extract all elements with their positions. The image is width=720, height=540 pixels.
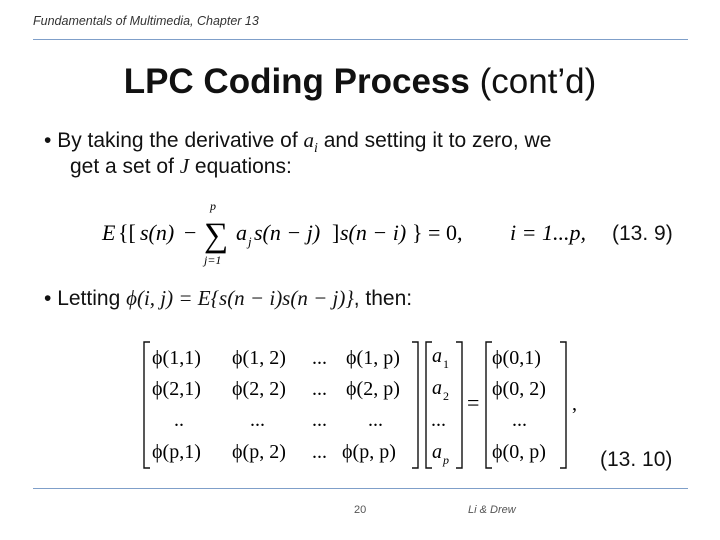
phi-definition: (i, j) = E{s(n − i)s(n − j)}	[136, 286, 354, 310]
matrix-cell: ...	[250, 409, 265, 431]
eq-s-ni: s(n − i)	[340, 220, 407, 245]
rhs-entry: ϕ(0, 2)	[492, 378, 546, 400]
avec-entry: a	[432, 441, 442, 463]
rhs-entry: ϕ(0,1)	[492, 347, 541, 369]
avec-entry: a	[432, 345, 442, 367]
avec-entry: ...	[431, 409, 446, 431]
bullet-derivative-line2	[70, 154, 292, 179]
bullet-marker: •	[44, 129, 52, 152]
footer-authors: Li & Drew	[468, 504, 516, 516]
bullet-text-1: By taking the derivative of	[57, 129, 304, 152]
matrix-cell: ...	[312, 347, 327, 369]
matrix-cell: ϕ(1, 2)	[232, 347, 286, 369]
footer-rule	[33, 488, 688, 489]
eq-range: i = 1...p,	[510, 220, 586, 245]
sum-lower: j=1	[204, 253, 222, 267]
slide-title	[0, 62, 720, 102]
eq-brace: {[	[118, 220, 136, 245]
avec-sub: p	[443, 453, 449, 467]
rhs-right-bracket	[560, 342, 566, 468]
page-number: 20	[354, 504, 367, 516]
bullet-text-4: equations:	[189, 155, 292, 178]
var-a-sub: i	[314, 141, 318, 157]
avec-sub: 2	[443, 389, 449, 403]
bullet-text-then: , then:	[353, 287, 413, 310]
equation-13-9	[100, 198, 700, 270]
matrix-cell: ϕ(p, p)	[342, 441, 396, 463]
bullet-marker-2: •	[44, 287, 52, 310]
matrix-cell: ...	[312, 441, 327, 463]
matrix-equation	[140, 338, 590, 472]
eq-end: } = 0,	[412, 220, 463, 245]
matrix-cell: ...	[312, 378, 327, 400]
bullet-text-letting: Letting	[57, 287, 127, 310]
eq-minus: −	[184, 220, 197, 245]
eq-E: E	[102, 220, 116, 245]
course-header: Fundamentals of Multimedia, Chapter 13	[33, 14, 259, 28]
matrix-left-bracket	[144, 342, 150, 468]
eq-number-13-9: (13. 9)	[612, 222, 673, 245]
matrix-right-bracket	[412, 342, 418, 468]
avec-right-bracket	[456, 342, 462, 468]
eq-bracket: ]	[332, 220, 340, 245]
var-J: J	[179, 154, 190, 178]
phi-symbol: ϕ	[126, 286, 137, 310]
matrix-cell: ϕ(p, 2)	[232, 441, 286, 463]
sum-upper: p	[210, 199, 216, 213]
matrix-cell: ϕ(p,1)	[152, 441, 201, 463]
title-suffix: (cont’d)	[479, 62, 597, 101]
bullet-text-3: get a set of	[70, 155, 180, 178]
eq-a-sub: j	[248, 234, 252, 249]
eq-s-nj: s(n − j)	[254, 220, 321, 245]
bullet-text-2: and setting it to zero, we	[317, 129, 552, 152]
matrix-comma: ,	[572, 393, 577, 415]
matrix-equals: =	[467, 390, 480, 415]
matrix-cell: ...	[312, 409, 327, 431]
matrix-cell: ϕ(1,1)	[152, 347, 201, 369]
matrix-cell: ..	[174, 409, 184, 431]
avec-sub: 1	[443, 357, 449, 371]
matrix-cell: ...	[368, 409, 383, 431]
var-a: a	[303, 128, 315, 152]
rhs-entry: ...	[512, 409, 527, 431]
rhs-entry: ϕ(0, p)	[492, 441, 546, 463]
eq-a: a	[236, 220, 247, 245]
matrix-cell: ϕ(1, p)	[346, 347, 400, 369]
matrix-cell: ϕ(2, p)	[346, 378, 400, 400]
sigma-icon: ∑	[204, 217, 229, 254]
title-bold: LPC Coding Process	[123, 62, 470, 101]
matrix-cell: ϕ(2, 2)	[232, 378, 286, 400]
header-rule	[33, 39, 688, 40]
eq-s-n: s(n)	[140, 220, 175, 245]
eq-number-13-10: (13. 10)	[600, 448, 673, 471]
matrix-cell: ϕ(2,1)	[152, 378, 201, 400]
avec-entry: a	[432, 377, 442, 399]
bullet-letting	[44, 286, 412, 311]
